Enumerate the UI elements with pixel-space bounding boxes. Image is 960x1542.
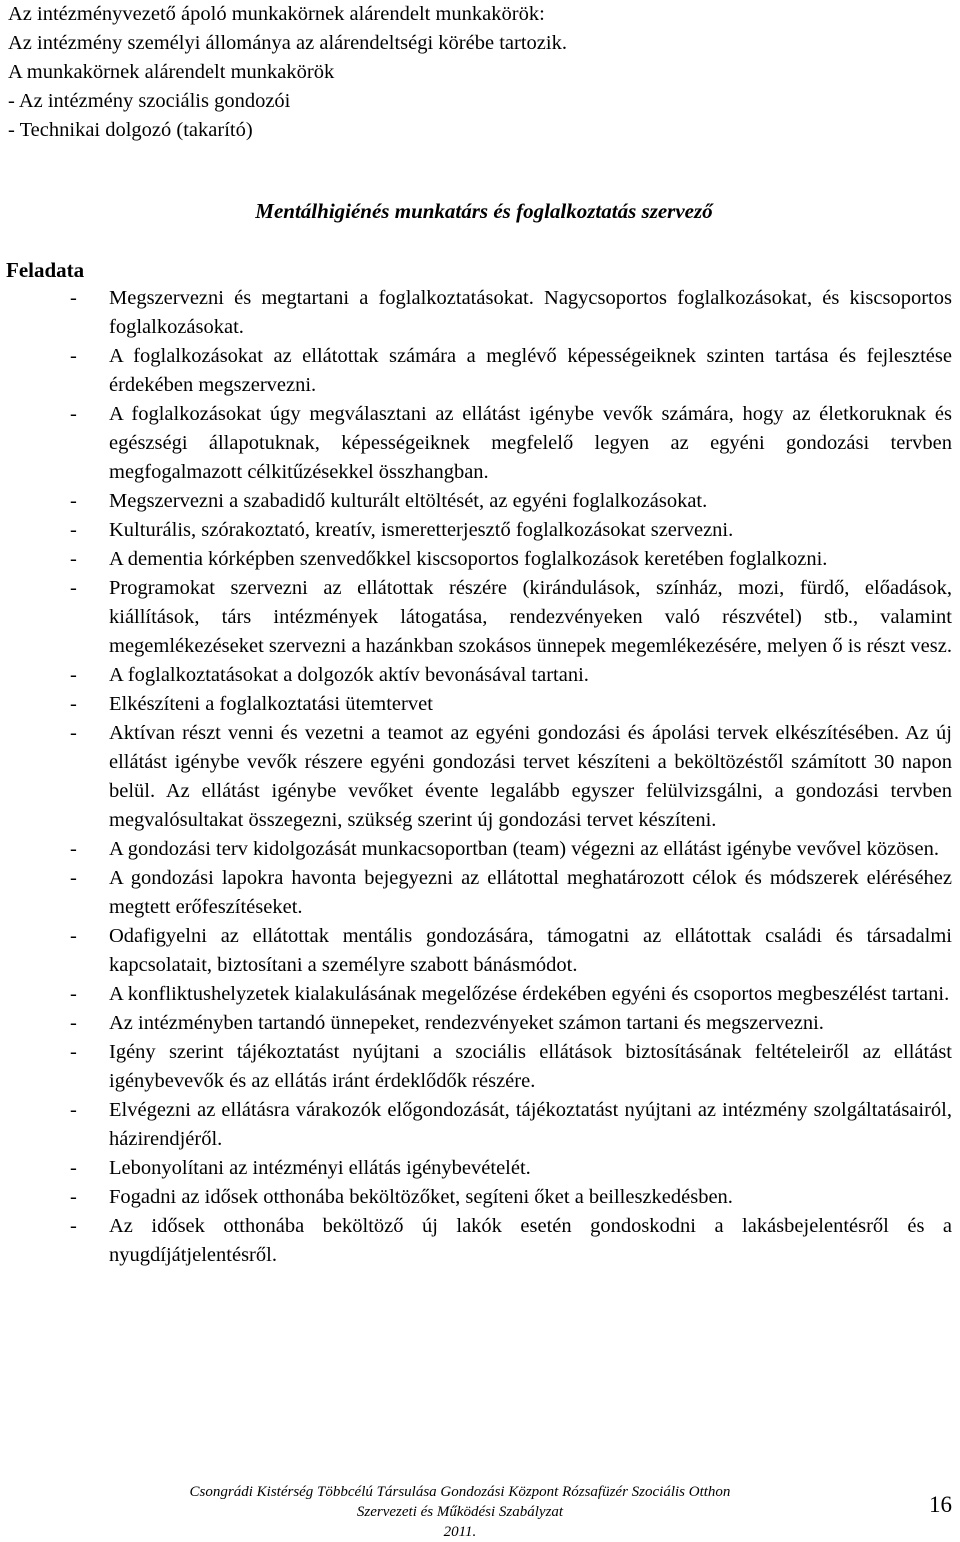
task-item — [0, 835, 960, 864]
list-dash: - — [70, 722, 77, 744]
footer-text — [150, 1482, 770, 1542]
task-text: Lebonyolítani az intézményi ellátás igénybevételét. — [109, 1157, 531, 1179]
task-text: A gondozási terv kidolgozását munkacsoportban (team) végezni az ellátást igénybe vevővel közösen. — [109, 838, 939, 860]
task-text: Az intézményben tartandó ünnepeket, rendezvényeket számon tartani és megszervezni. — [109, 1012, 824, 1034]
task-text: A gondozási lapokra havonta bejegyezni az ellátottal meghatározott célok és módszerek eléréséhez megtett erőfeszítéseket. — [109, 867, 952, 918]
intro-line: - Az intézmény szociális gondozói — [8, 90, 291, 112]
task-text: Elvégezni az ellátásra várakozók előgondozását, tájékoztatást nyújtani az intézmény szolgáltatásairól, házirendjéről. — [109, 1099, 952, 1150]
task-text: A foglalkoztatásokat a dolgozók aktív bevonásával tartani. — [109, 664, 589, 686]
task-item — [0, 1154, 960, 1183]
task-text: A dementia kórképben szenvedőkkel kiscsoportos foglalkozások keretében foglalkozni. — [109, 548, 828, 570]
feladata-heading: Feladata — [6, 258, 85, 282]
task-item — [0, 284, 960, 342]
task-text: Megszervezni a szabadidő kulturált eltöltését, az egyéni foglalkozásokat. — [109, 490, 708, 512]
page-footer — [0, 1482, 960, 1542]
list-dash: - — [70, 867, 77, 889]
task-item — [0, 661, 960, 690]
task-item — [0, 574, 960, 661]
footer-line: Csongrádi Kistérség Többcélú Társulása Gondozási Központ Rózsafüzér Szociális Otthon — [189, 1484, 731, 1500]
task-item — [0, 1096, 960, 1154]
list-dash: - — [70, 925, 77, 947]
section-title: Mentálhigiénés munkatárs és foglalkoztatás szervező — [255, 199, 713, 223]
task-item — [0, 487, 960, 516]
task-item — [0, 719, 960, 835]
list-dash: - — [70, 345, 77, 367]
task-text: Igény szerint tájékoztatást nyújtani a szociális ellátások biztosításának feltételeiről az ellátást igénybevevők és az ellátás iránt érdeklődők részére. — [109, 1041, 952, 1092]
intro-line: - Technikai dolgozó (takarító) — [8, 119, 253, 141]
task-text: Programokat szervezni az ellátottak részére (kirándulások, színház, mozi, fürdő, előadások, kiállítások, társ intézmények látogatása, rendezvényeken való részvétel) stb., valamint megemlékezéseket szervezni a hazánkban szokásos ünnepek megemlékezésére, melyen ő is részt vesz. — [109, 577, 952, 657]
footer-line: Szervezeti és Működési Szabályzat — [356, 1504, 564, 1520]
list-dash: - — [70, 1099, 77, 1121]
task-text: Kulturális, szórakoztató, kreatív, ismeretterjesztő foglalkozásokat szervezni. — [109, 519, 734, 541]
list-dash: - — [70, 577, 77, 599]
footer-line: 2011. — [443, 1524, 477, 1540]
list-dash: - — [70, 1012, 77, 1034]
task-item — [0, 1183, 960, 1212]
list-dash: - — [70, 490, 77, 512]
task-item — [0, 1009, 960, 1038]
intro-line: Az intézmény személyi állománya az alárendeltségi körébe tartozik. — [8, 32, 567, 54]
list-dash: - — [70, 693, 77, 715]
task-text: A foglalkozásokat úgy megválasztani az ellátást igénybe vevők számára, hogy az életkoruknak és egészségi állapotuknak, képességeiknek megfelelő legyen az egyéni gondozási tervben megfogalmazott célkitűzésekkel összhangban. — [109, 403, 952, 483]
list-dash: - — [70, 983, 77, 1005]
task-text: A foglalkozásokat az ellátottak számára a meglévő képességeiknek szinten tartása és fejlesztése érdekében megszervezni. — [109, 345, 952, 396]
list-dash: - — [70, 838, 77, 860]
intro-line: Az intézményvezető ápoló munkakörnek alárendelt munkakörök: — [8, 3, 545, 25]
task-item — [0, 342, 960, 400]
task-text: Megszervezni és megtartani a foglalkoztatásokat. Nagycsoportos foglalkozásokat, és kiscsoportos foglalkozásokat. — [109, 287, 952, 338]
task-item — [0, 690, 960, 719]
task-item — [0, 922, 960, 980]
task-text: Odafigyelni az ellátottak mentális gondozására, támogatni az ellátottak családi és társadalmi kapcsolatait, biztosítani a személyre szabott bánásmódot. — [109, 925, 952, 976]
task-text: Aktívan részt venni és vezetni a teamot az egyéni gondozási és ápolási tervek elkészítésében. Az új ellátást igénybe vevők részere egyéni gondozási tervet készíteni a beköltözéstől számított 30 napon belül. Az ellátást igénybe vevőket évente legalább egyszer felülvizsgálni, a gondozási tervben megvalósultakat összegezni, szükség szerint új gondozási tervet készíteni. — [109, 722, 952, 831]
task-item — [0, 1038, 960, 1096]
list-dash: - — [70, 403, 77, 425]
intro-block — [8, 0, 948, 145]
page-number: 16 — [929, 1492, 952, 1517]
task-item — [0, 1212, 960, 1270]
task-item — [0, 516, 960, 545]
intro-line: A munkakörnek alárendelt munkakörök — [8, 61, 335, 83]
task-text: A konfliktushelyzetek kialakulásának megelőzése érdekében egyéni és csoportos megbeszélést tartani. — [109, 983, 950, 1005]
list-dash: - — [70, 519, 77, 541]
list-dash: - — [70, 1041, 77, 1063]
list-dash: - — [70, 1157, 77, 1179]
list-dash: - — [70, 1186, 77, 1208]
list-dash: - — [70, 664, 77, 686]
task-text: Fogadni az idősek otthonába beköltözőket, segíteni őket a beilleszkedésben. — [109, 1186, 733, 1208]
task-text: Elkészíteni a foglalkoztatási ütemtervet — [109, 693, 433, 715]
task-text: Az idősek otthonába beköltöző új lakók esetén gondoskodni a lakásbejelentésről és a nyugdíjátjelentésről. — [109, 1215, 952, 1266]
task-item — [0, 980, 960, 1009]
list-dash: - — [70, 287, 77, 309]
task-list — [0, 284, 960, 1270]
task-item — [0, 864, 960, 922]
list-dash: - — [70, 1215, 77, 1237]
task-item — [0, 545, 960, 574]
list-dash: - — [70, 548, 77, 570]
task-item — [0, 400, 960, 487]
